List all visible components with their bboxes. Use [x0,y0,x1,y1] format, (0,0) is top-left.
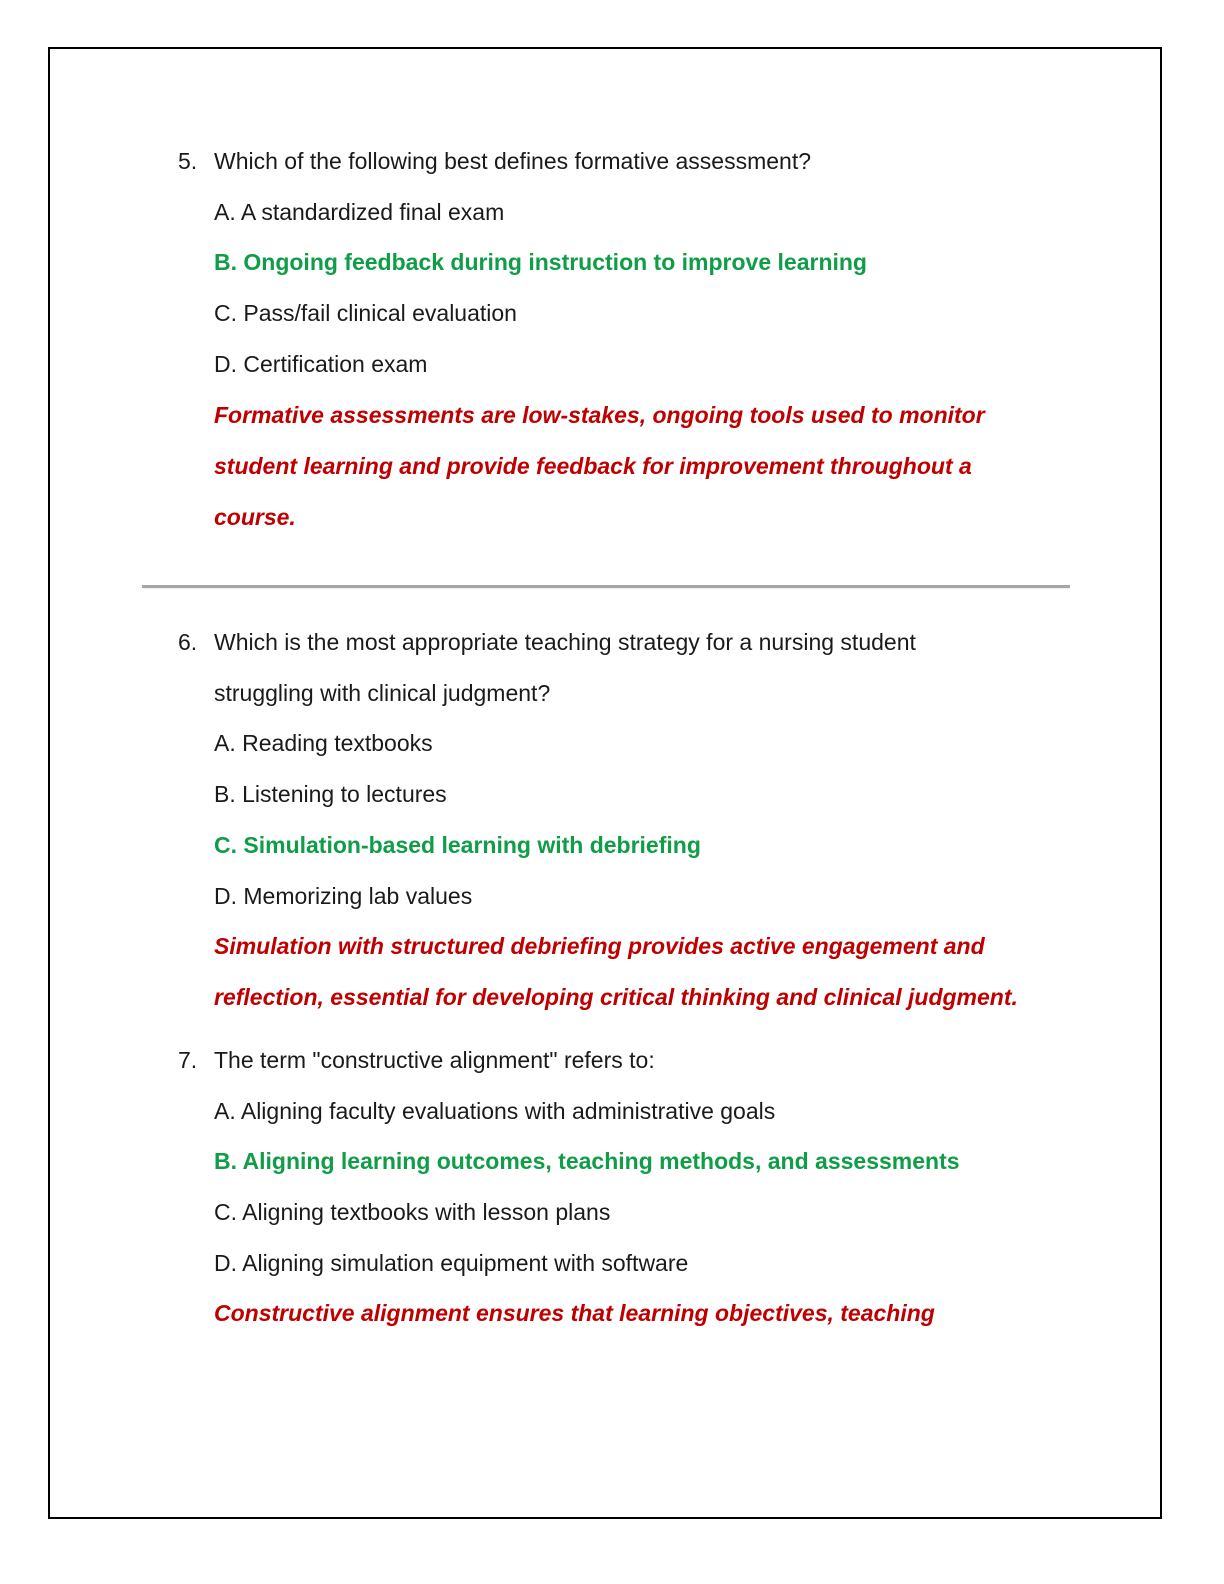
option-d: D. Certification exam [214,351,428,377]
explanation-line: reflection, essential for developing critical thinking and clinical judgment. [214,984,1018,1010]
question-text: Which of the following best defines formative assessment? [214,148,812,174]
explanation-line: Simulation with structured debriefing provides active engagement and [214,933,985,959]
option-a: A. Aligning faculty evaluations with administrative goals [214,1098,776,1124]
explanation-line: student learning and provide feedback for improvement throughout a [214,453,972,479]
explanation-line: course. [214,504,296,530]
section-divider [142,585,1070,588]
option-a: A. Reading textbooks [214,730,433,756]
question-number: 5. [178,148,198,174]
question-number: 7. [178,1047,198,1073]
question-text: struggling with clinical judgment? [214,680,551,706]
explanation-line: Formative assessments are low-stakes, ongoing tools used to monitor [214,402,985,428]
option-d: D. Aligning simulation equipment with software [214,1250,689,1276]
option-c-correct: C. Simulation-based learning with debriefing [214,832,701,858]
question-text: Which is the most appropriate teaching strategy for a nursing student [214,629,916,655]
option-b-correct: B. Ongoing feedback during instruction to improve learning [214,249,867,275]
option-b-correct: B. Aligning learning outcomes, teaching methods, and assessments [214,1148,960,1174]
explanation-line: Constructive alignment ensures that learning objectives, teaching [214,1300,935,1326]
option-c: C. Aligning textbooks with lesson plans [214,1199,611,1225]
question-text: The term "constructive alignment" refers to: [214,1047,655,1073]
question-number: 6. [178,629,198,655]
option-d: D. Memorizing lab values [214,883,473,909]
option-c: C. Pass/fail clinical evaluation [214,300,517,326]
option-b: B. Listening to lectures [214,781,447,807]
option-a: A. A standardized final exam [214,199,505,225]
